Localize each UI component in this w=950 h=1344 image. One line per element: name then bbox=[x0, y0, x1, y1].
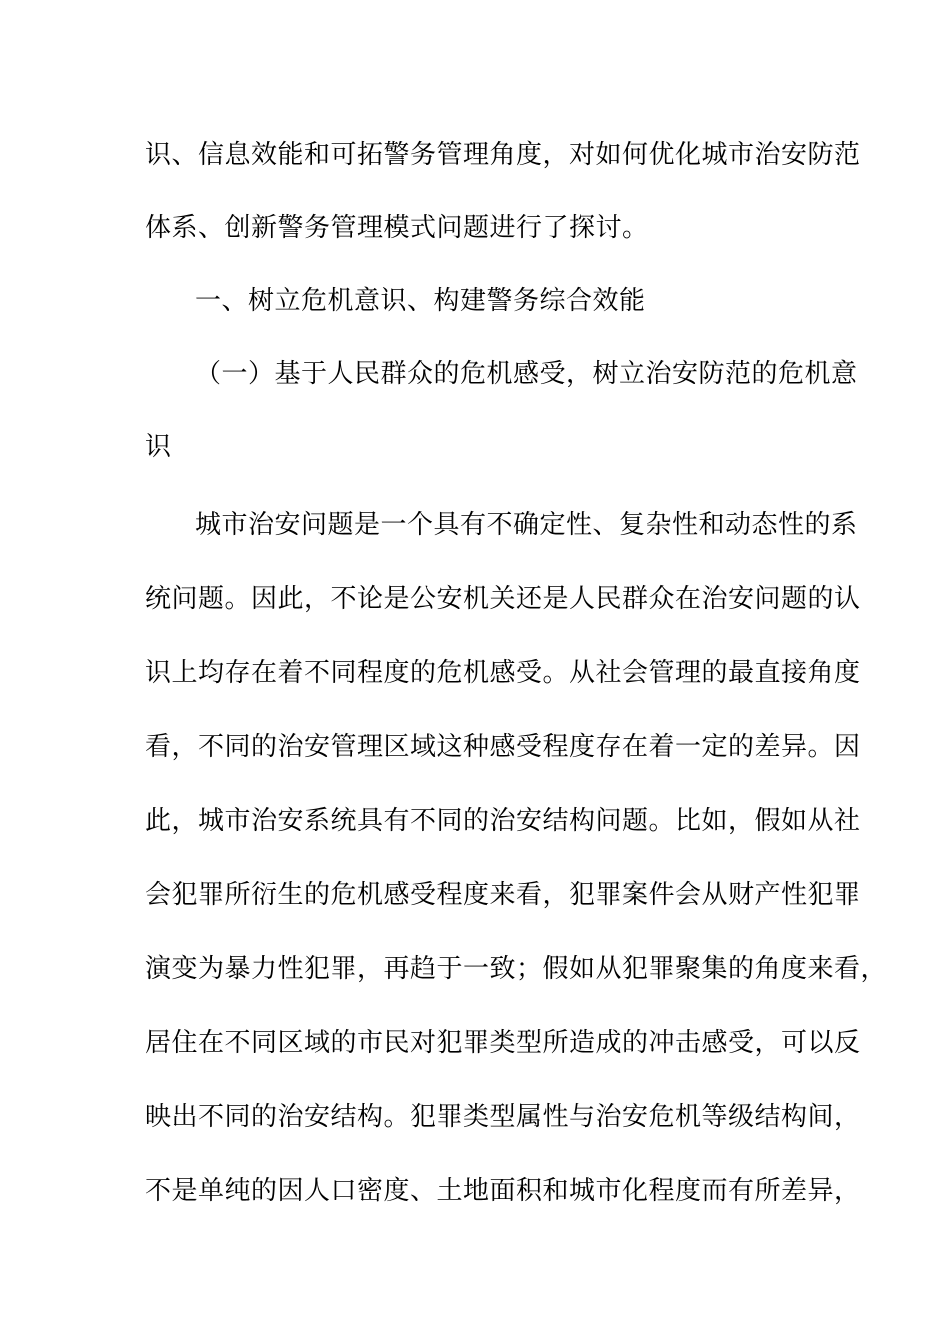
paragraph-line: 居住在不同区域的市民对犯罪类型所造成的冲击感受，可以反 bbox=[145, 1028, 861, 1058]
paragraph-line: 不是单纯的因人口密度、土地面积和城市化程度而有所差异， bbox=[145, 1176, 861, 1206]
paragraph-line: 识上均存在着不同程度的危机感受。从社会管理的最直接角度 bbox=[145, 658, 861, 688]
subsection-heading-continuation: 识 bbox=[145, 432, 172, 462]
paragraph-line: 会犯罪所衍生的危机感受程度来看，犯罪案件会从财产性犯罪 bbox=[145, 880, 861, 910]
paragraph-line: 体系、创新警务管理模式问题进行了探讨。 bbox=[145, 213, 649, 243]
paragraph-line: 此，城市治安系统具有不同的治安结构问题。比如，假如从社 bbox=[145, 806, 861, 836]
subsection-heading: （一）基于人民群众的危机感受，树立治安防范的危机意 bbox=[195, 359, 858, 389]
section-heading: 一、树立危机意识、构建警务综合效能 bbox=[195, 286, 646, 316]
paragraph-line: 城市治安问题是一个具有不确定性、复杂性和动态性的系 bbox=[195, 510, 858, 540]
paragraph-line: 统问题。因此，不论是公安机关还是人民群众在治安问题的认 bbox=[145, 584, 861, 614]
paragraph-line: 映出不同的治安结构。犯罪类型属性与治安危机等级结构间， bbox=[145, 1102, 861, 1132]
paragraph-line: 演变为暴力性犯罪，再趋于一致；假如从犯罪聚集的角度来看， bbox=[145, 954, 888, 984]
paragraph-line: 识、信息效能和可拓警务管理角度，对如何优化城市治安防范 bbox=[145, 140, 861, 170]
paragraph-line: 看，不同的治安管理区域这种感受程度存在着一定的差异。因 bbox=[145, 732, 861, 762]
